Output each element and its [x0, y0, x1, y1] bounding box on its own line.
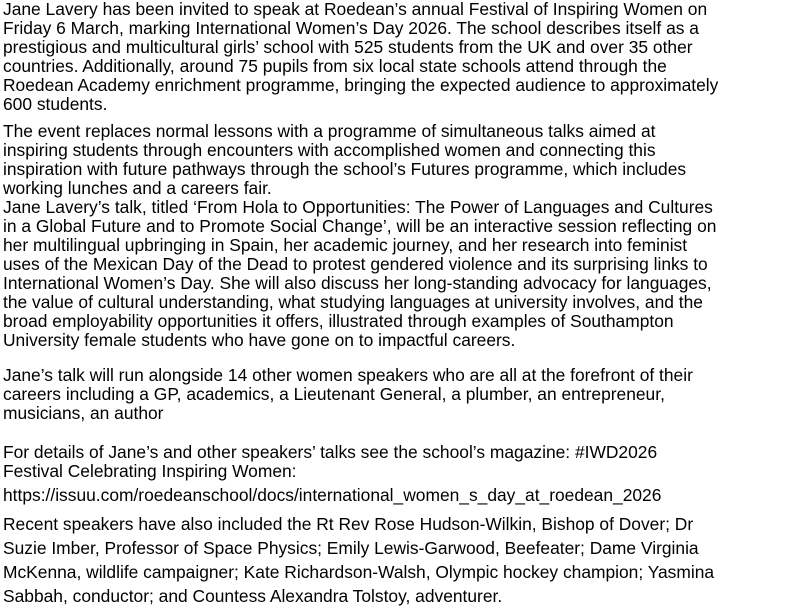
text-line: Suzie Imber, Professor of Space Physics; Emily Lewis-Garwood, Beefeater; Dame Virginia	[3, 538, 699, 558]
text-line: Friday 6 March, marking International Women’s Day 2026. The school describes itself as a	[3, 18, 699, 38]
paragraph-recent-speakers	[0, 512, 714, 608]
text-line: University female students who have gone on to impactful careers.	[3, 330, 516, 350]
paragraph-talk-title	[0, 198, 716, 274]
text-line: inspiring students through encounters with accomplished women and connecting this	[3, 140, 656, 160]
text-line: the value of cultural understanding, what studying languages at university involves, and the	[3, 292, 703, 312]
paragraph-invitation	[0, 0, 718, 114]
text-line: Recent speakers have also included the Rt Rev Rose Hudson-Wilkin, Bishop of Dover; Dr	[3, 514, 694, 534]
text-line: 600 students.	[3, 94, 108, 114]
text-line: prestigious and multicultural girls’ school with 525 students from the UK and over 35 other	[3, 37, 693, 57]
text-line: Roedean Academy enrichment programme, bringing the expected audience to approximately	[3, 75, 719, 95]
text-line: For details of Jane’s and other speakers’ talks see the school’s magazine: #IWD2026	[3, 442, 658, 462]
text-line: International Women’s Day. She will also discuss her long-standing advocacy for languages,	[3, 273, 712, 293]
text-line: working lunches and a careers fair.	[3, 178, 272, 198]
text-line: uses of the Mexican Day of the Dead to protest gendered violence and its surprising links to	[3, 254, 708, 274]
text-line: careers including a GP, academics, a Lieutenant General, a plumber, an entrepreneur,	[3, 384, 665, 404]
text-line: Sabbah, conductor; and Countess Alexandra Tolstoy, adventurer.	[3, 586, 503, 606]
text-line: Jane’s talk will run alongside 14 other women speakers who are all at the forefront of their	[3, 365, 693, 385]
paragraph-magazine	[0, 443, 657, 481]
text-line: Jane Lavery has been invited to speak at Roedean’s annual Festival of Inspiring Women on	[3, 0, 708, 19]
text-line: her multilingual upbringing in Spain, her academic journey, and her research into feminist	[3, 235, 688, 255]
paragraph-event	[0, 122, 686, 198]
text-line: musicians, an author	[3, 403, 164, 423]
magazine-url	[0, 486, 661, 505]
text-line: countries. Additionally, around 75 pupils from six local state schools attend through the	[3, 56, 667, 76]
text-line: inspiration with future pathways through the school’s Futures programme, which includes	[3, 159, 687, 179]
text-line: McKenna, wildlife campaigner; Kate Richardson-Walsh, Olympic hockey champion; Yasmina	[3, 562, 715, 582]
url-text: https://issuu.com/roedeanschool/docs/international_women_s_day_at_roedean_2026	[3, 485, 662, 505]
paragraph-talk-continued	[0, 274, 712, 350]
paragraph-other-speakers	[0, 366, 693, 423]
text-line: Jane Lavery’s talk, titled ‘From Hola to Opportunities: The Power of Languages and Cultures	[3, 197, 713, 217]
text-line: in a Global Future and to Promote Social Change’, will be an interactive session reflecting on	[3, 216, 717, 236]
text-line: Festival Celebrating Inspiring Women:	[3, 461, 297, 481]
text-line: The event replaces normal lessons with a programme of simultaneous talks aimed at	[3, 121, 656, 141]
text-line: broad employability opportunities it offers, illustrated through examples of Southampton	[3, 311, 674, 331]
